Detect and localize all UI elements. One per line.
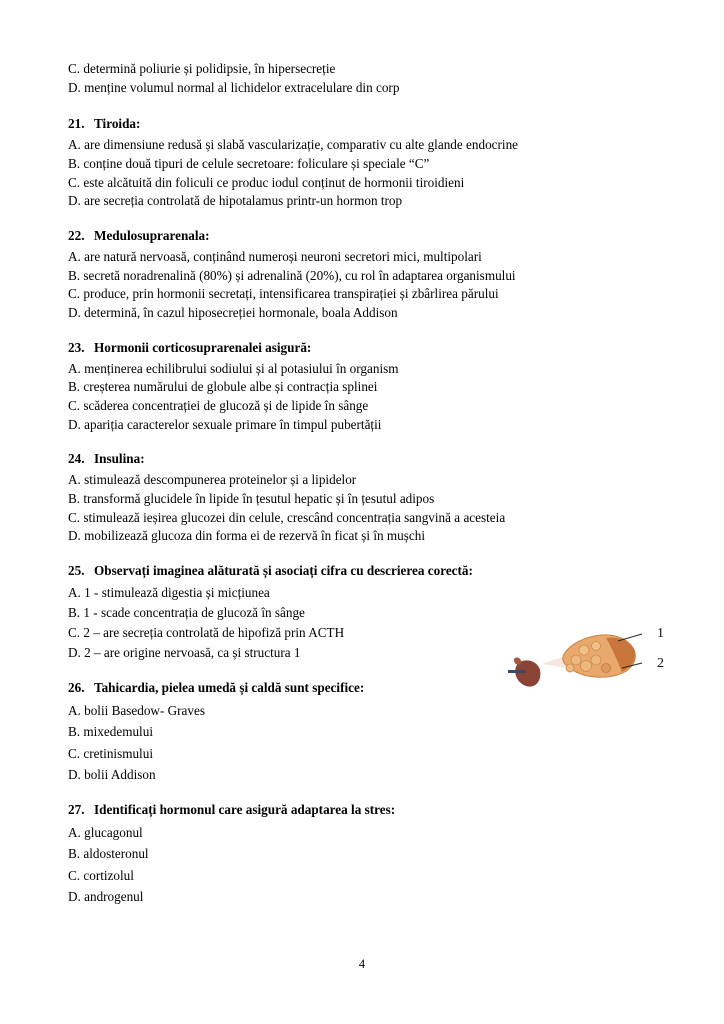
question-title: Hormonii corticosuprarenalei asigură:	[94, 339, 312, 355]
option-d: D. 2 – are origine nervoasă, ca și structura 1	[68, 645, 301, 661]
question-heading	[68, 450, 652, 469]
pancreas-adrenal-illustration	[506, 608, 666, 698]
question-21	[68, 115, 652, 211]
question-heading	[68, 115, 652, 134]
option-c: C. scăderea concentrației de glucoză și de lipide în sânge	[68, 398, 369, 414]
question-heading	[68, 801, 652, 820]
question-title: Identificați hormonul care asigură adaptarea la stres:	[94, 802, 396, 818]
figure-label-1: 1	[657, 626, 664, 641]
option-d: D. determină, în cazul hiposecreției hormonale, boala Addison	[68, 305, 398, 321]
question-title: Observați imaginea alăturată și asociați cifra cu descrierea corectă:	[94, 563, 473, 579]
option-a: A. menținerea echilibrului sodiului și al potasiului în organism	[68, 360, 399, 376]
option-b: B. aldosteronul	[68, 846, 149, 862]
anatomy-figure-svg	[506, 608, 666, 698]
question-23	[68, 339, 652, 435]
question-heading	[68, 562, 652, 581]
figure-label-2: 2	[657, 656, 664, 671]
option-a: A. glucagonul	[68, 825, 143, 841]
answer-line: D. menține volumul normal al lichidelor extracelulare din corp	[68, 79, 400, 95]
option-b: B. mixedemului	[68, 724, 153, 740]
option-a: A. are natură nervoasă, conținând numeroși neuroni secretori mici, multipolari	[68, 248, 482, 264]
option-a: A. are dimensiune redusă și slabă vascularizație, comparativ cu alte glande endocrine	[68, 137, 519, 153]
option-d: D. mobilizează glucoza din forma ei de rezervă în ficat și în mușchi	[68, 528, 426, 544]
question-heading	[68, 339, 652, 358]
option-c: C. stimulează ieșirea glucozei din celule, crescând concentrația sangvină a acesteia	[68, 509, 506, 525]
page-number: 4	[358, 957, 366, 971]
question-27	[68, 801, 652, 907]
option-b: B. secretă noradrenalină (80%) și adrenalină (20%), cu rol în adaptarea organismului	[68, 267, 516, 283]
option-d: D. bolii Addison	[68, 767, 156, 782]
question-number: 24.	[68, 451, 85, 467]
answer-line: C. determină poliurie și polidipsie, în hipersecreție	[68, 61, 336, 76]
question-title: Insulina:	[94, 451, 145, 467]
option-d: D. androgenul	[68, 889, 144, 905]
question-22	[68, 227, 652, 323]
option-c: C. este alcătuită din foliculi ce produc iodul conținut de hormonii tiroidieni	[68, 174, 465, 190]
question-number: 21.	[68, 116, 85, 132]
option-b: B. 1 - scade concentrația de glucoză în sânge	[68, 604, 305, 620]
question-title: Tahicardia, pielea umedă și caldă sunt specifice:	[94, 680, 365, 696]
option-c: C. cretinismului	[68, 745, 153, 761]
option-a: A. stimulează descompunerea proteinelor și a lipidelor	[68, 472, 357, 488]
question-number: 26.	[68, 680, 85, 696]
question-title: Tiroida:	[94, 116, 141, 132]
option-b: B. transformă glucidele în lipide în țesutul hepatic și în țesutul adipos	[68, 490, 435, 506]
question-number: 27.	[68, 802, 85, 818]
option-c: C. 2 – are secreția controlată de hipofiză prin ACTH	[68, 625, 345, 641]
option-b: B. conține două tipuri de celule secretoare: foliculare și speciale “C”	[68, 155, 430, 171]
question-heading	[68, 227, 652, 246]
question-number: 22.	[68, 228, 85, 244]
question-number: 25.	[68, 563, 85, 579]
question-title: Medulosuprarenala:	[94, 228, 210, 244]
option-b: B. creșterea numărului de globule albe și contracția splinei	[68, 379, 378, 395]
question-number: 23.	[68, 339, 85, 355]
option-c: C. produce, prin hormonii secretați, intensificarea transpirației și zbârlirea părului	[68, 286, 499, 302]
option-a: A. bolii Basedow- Graves	[68, 702, 205, 718]
option-d: D. are secreția controlată de hipotalamus printr-un hormon trop	[68, 193, 403, 209]
continued-answers	[68, 60, 652, 97]
document-body	[68, 60, 652, 908]
question-24	[68, 450, 652, 546]
option-d: D. apariția caracterelor sexuale primare în timpul pubertății	[68, 416, 382, 432]
option-c: C. cortizolul	[68, 867, 134, 883]
option-a: A. 1 - stimulează digestia și micțiunea	[68, 584, 270, 600]
